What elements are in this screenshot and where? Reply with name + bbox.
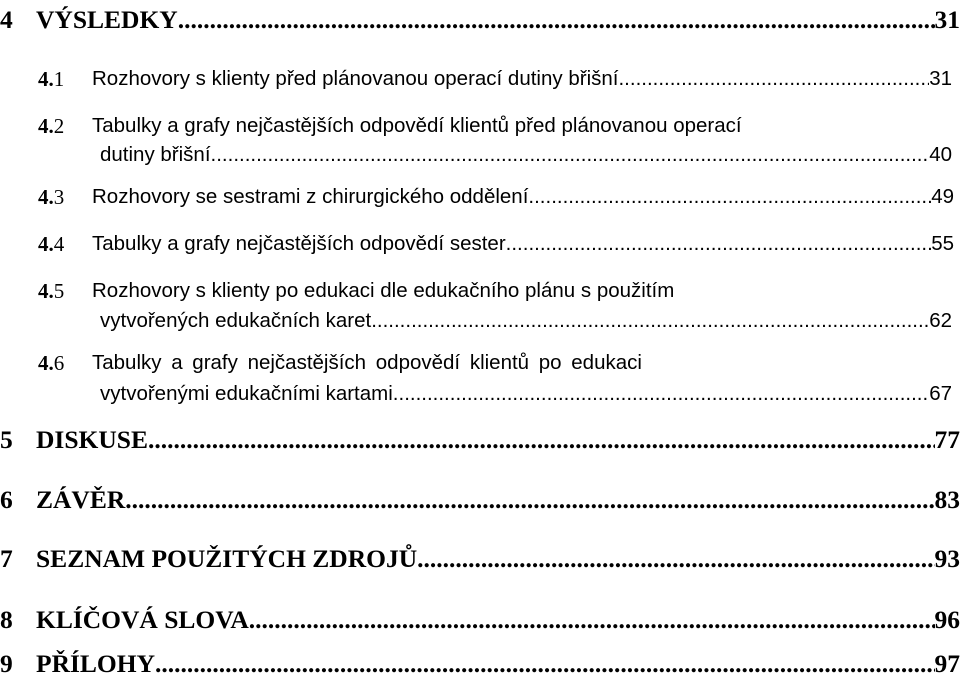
- toc-section-title: Rozhovory s klienty po edukaci dle edukačního plánu s použitím: [92, 276, 674, 306]
- toc-chapter-number: 4: [0, 4, 13, 36]
- toc-page-number: 67: [929, 379, 952, 409]
- toc-page-number: 97: [935, 648, 960, 680]
- toc-chapter-number: 9: [0, 648, 13, 680]
- toc-dot-leader: [506, 229, 932, 259]
- toc-page-number: 83: [935, 484, 960, 516]
- toc-section-title: Tabulky a grafy nejčastějších odpovědí klientů před plánovanou operací: [92, 111, 742, 141]
- toc-dot-leader: [624, 64, 929, 94]
- toc-dot-leader: [249, 604, 935, 636]
- toc-dot-leader: [528, 182, 931, 212]
- toc-section-number: 4.4: [38, 229, 64, 260]
- toc-page-number: 49: [931, 182, 954, 212]
- toc-dot-leader: [155, 648, 934, 680]
- toc-dot-leader: [371, 306, 929, 336]
- toc-chapter-title: ZÁVĚR: [36, 484, 125, 516]
- toc-dot-leader: [148, 424, 935, 456]
- toc-section-title-cont: dutiny břišní.: [100, 140, 216, 170]
- toc-section-title-cont: vytvořených edukačních karet: [100, 306, 371, 336]
- toc-page-number: 77: [935, 424, 960, 456]
- toc-chapter-title: DISKUSE: [36, 424, 148, 456]
- toc-dot-leader: [125, 484, 934, 516]
- toc-chapter-title: KLÍČOVÁ SLOVA: [36, 604, 249, 636]
- toc-page-number: 40: [929, 140, 952, 170]
- toc-dot-leader: [393, 379, 929, 409]
- toc-section-title: Tabulky a grafy nejčastějších odpovědí sester: [92, 229, 506, 259]
- toc-page-number: 93: [935, 543, 960, 575]
- toc-section-number: 4.3: [38, 182, 64, 213]
- toc-chapter-title: PŘÍLOHY: [36, 648, 155, 680]
- toc-chapter-number: 8: [0, 604, 13, 636]
- toc-page-number: 31: [929, 64, 952, 94]
- toc-section-title-cont: vytvořenými edukačními kartami: [100, 379, 393, 409]
- toc-section-number: 4.2: [38, 111, 64, 142]
- toc-page-number: 55: [931, 229, 954, 259]
- toc-section-number: 4.6: [38, 348, 64, 379]
- toc-chapter-number: 5: [0, 424, 13, 456]
- toc-section-title: Rozhovory se sestrami z chirurgického oddělení: [92, 182, 528, 212]
- toc-section-number: 4.5: [38, 276, 64, 307]
- toc-section-number: 4.1: [38, 64, 64, 95]
- toc-chapter-title: VÝSLEDKY: [36, 4, 178, 36]
- toc-chapter-number: 6: [0, 484, 13, 516]
- toc-dot-leader: [216, 140, 929, 170]
- toc-chapter-number: 7: [0, 543, 13, 575]
- toc-dot-leader: [178, 4, 935, 36]
- toc-dot-leader: [417, 543, 934, 575]
- toc-chapter-title: SEZNAM POUŽITÝCH ZDROJŮ: [36, 543, 417, 575]
- toc-page-number: 62: [929, 306, 952, 336]
- toc-section-title: Rozhovory s klienty před plánovanou operací dutiny břišní.: [92, 64, 624, 94]
- toc-page-number: 96: [935, 604, 960, 636]
- toc-section-title: Tabulky a grafy nejčastějších odpovědí klientů po edukaci: [92, 348, 642, 378]
- toc-page-number: 31: [935, 4, 960, 36]
